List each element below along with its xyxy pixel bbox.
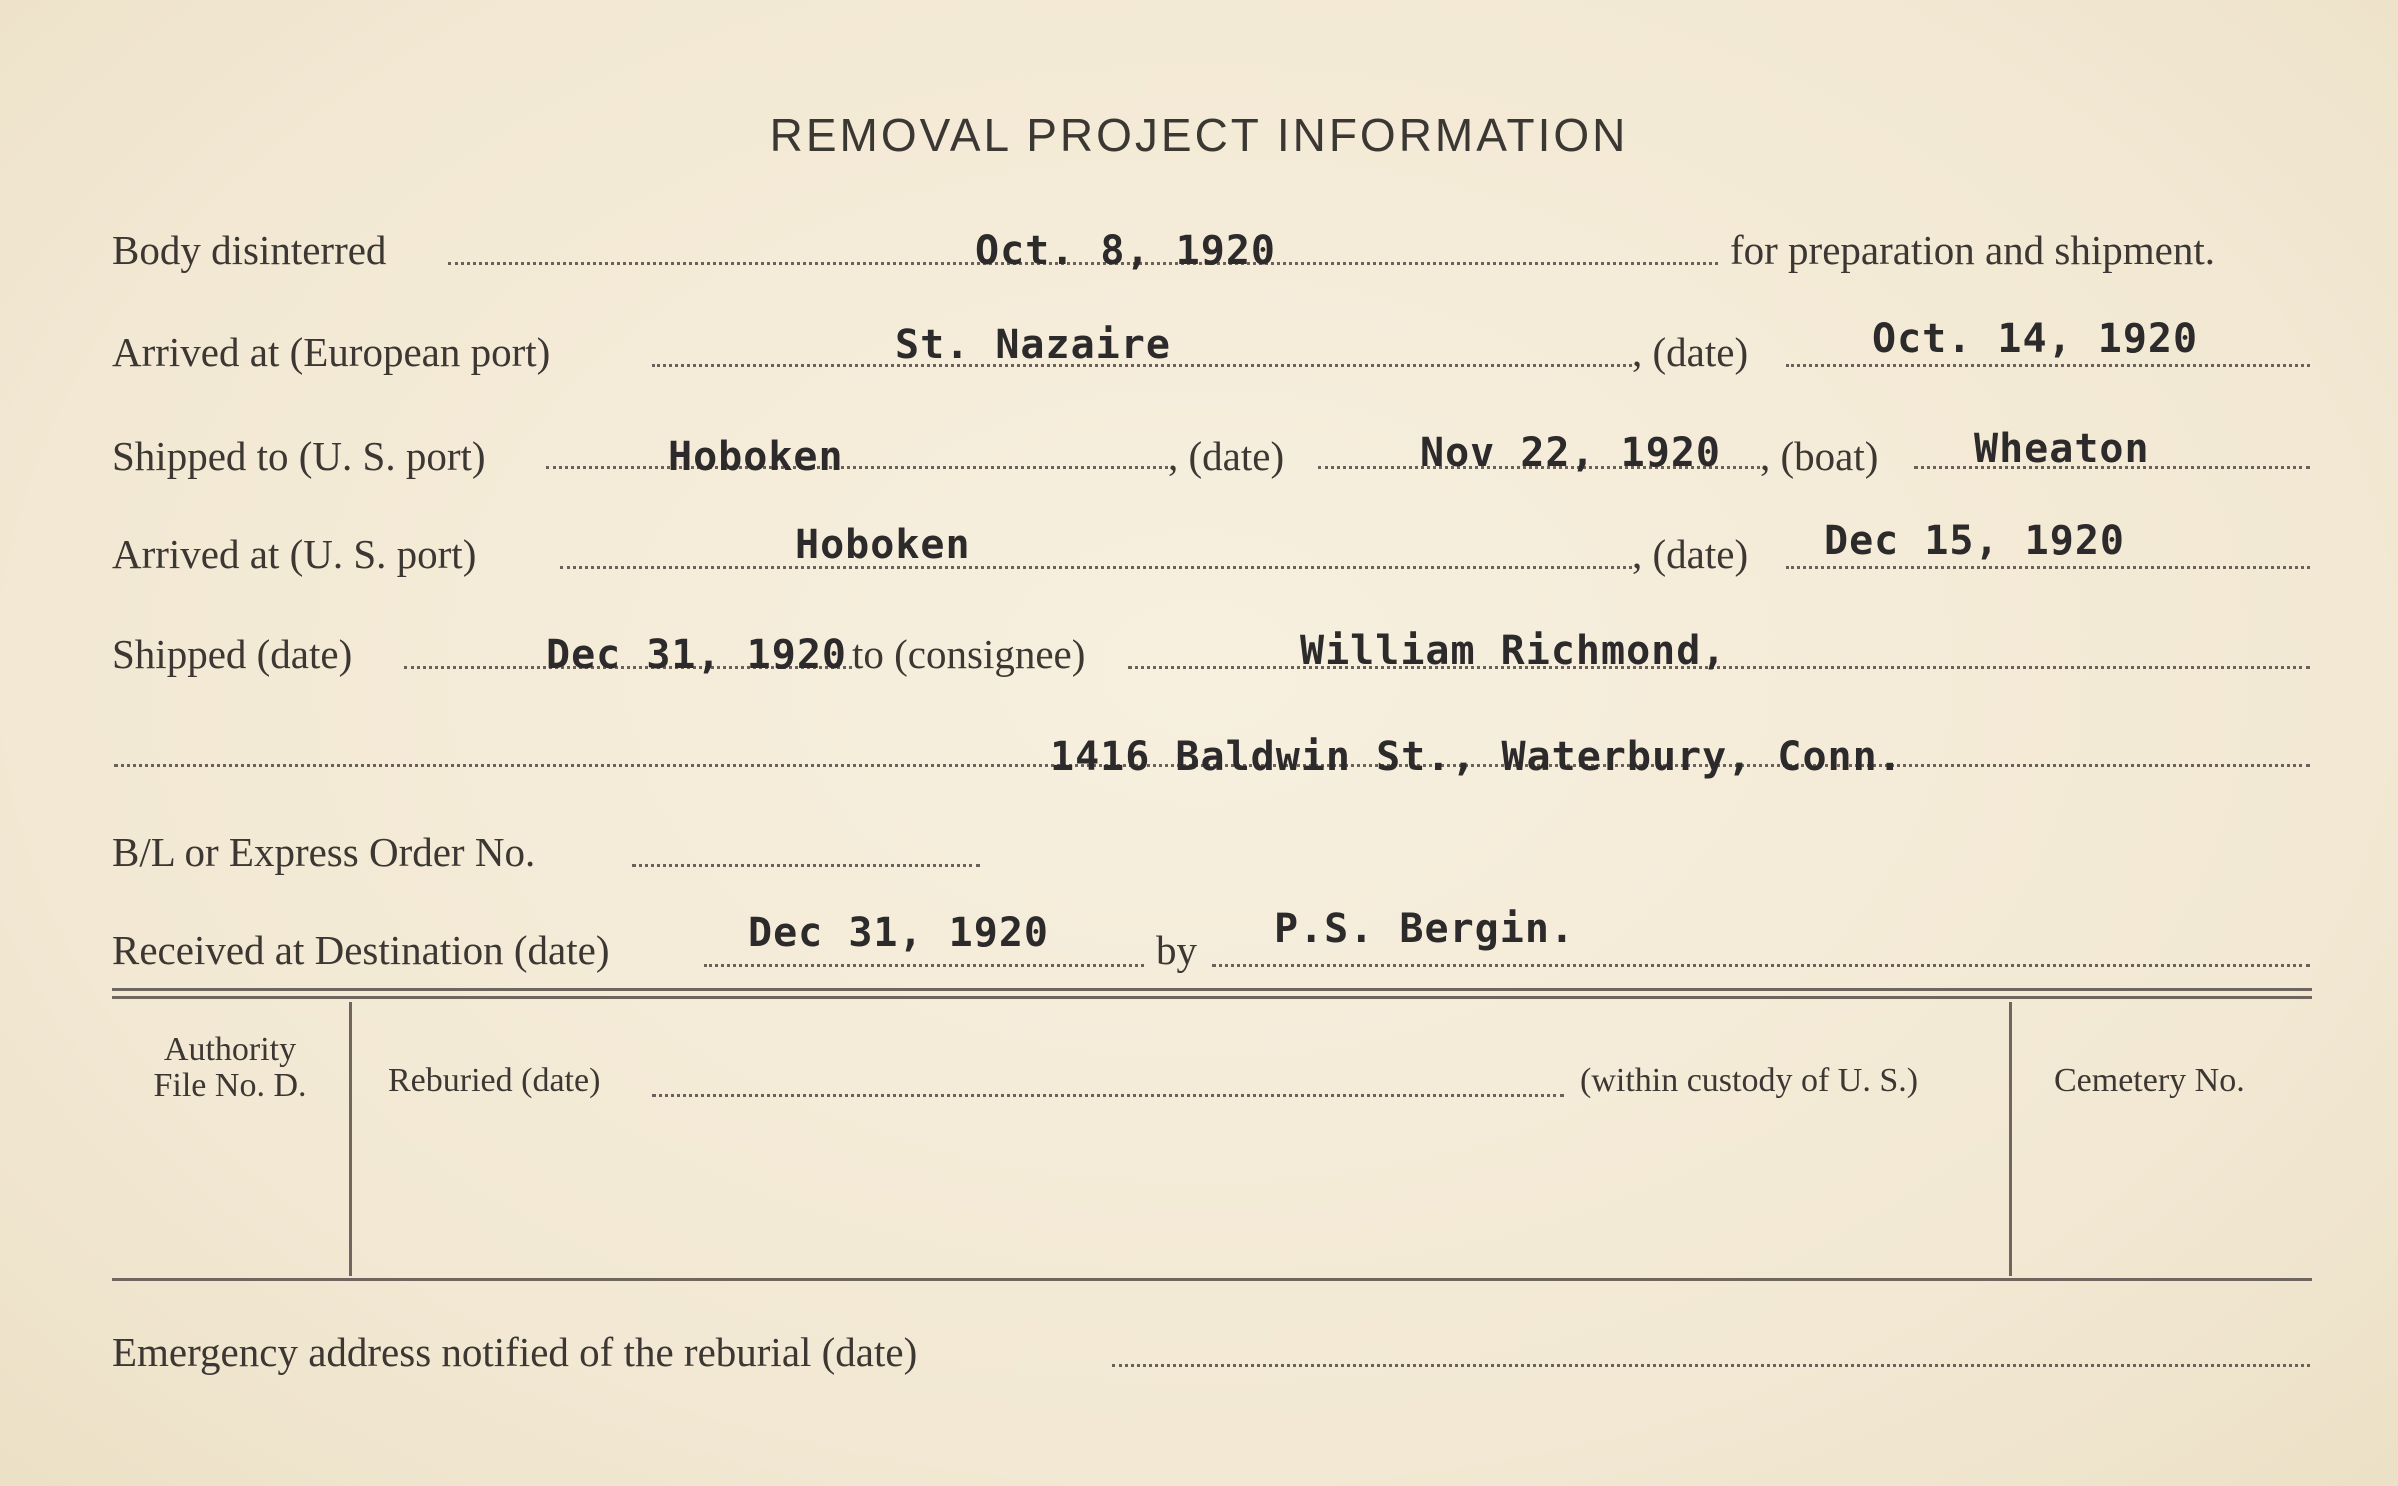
boat-value: Wheaton bbox=[1974, 426, 2150, 472]
page-title: REMOVAL PROJECT INFORMATION bbox=[769, 109, 1629, 161]
us-arrival-date-value: Dec 15, 1920 bbox=[1824, 518, 2125, 564]
authority-file-label: Authority File No. D. bbox=[153, 1031, 307, 1104]
received-by-value: P.S. Bergin. bbox=[1274, 906, 1575, 952]
cemetery-no-label: Cemetery No. bbox=[2054, 1062, 2245, 1099]
us-port-shipped-value: Hoboken bbox=[668, 434, 844, 480]
shipped-to-us-label: Shipped to (U. S. port) bbox=[112, 433, 486, 479]
to-consignee-label: to (consignee) bbox=[852, 631, 1086, 677]
us-ship-date-value: Nov 22, 1920 bbox=[1420, 430, 1721, 476]
reburied-label: Reburied (date) bbox=[388, 1062, 601, 1099]
reburied-line bbox=[652, 1094, 1564, 1097]
disinterred-date-value: Oct. 8, 1920 bbox=[975, 228, 1276, 274]
received-by-line bbox=[1212, 964, 2310, 967]
emergency-label: Emergency address notified of the reburial (date) bbox=[112, 1329, 918, 1375]
consignee-value: William Richmond, bbox=[1300, 628, 1727, 674]
received-date-value: Dec 31, 1920 bbox=[748, 910, 1049, 956]
bl-order-label: B/L or Express Order No. bbox=[112, 829, 536, 875]
arrived-us-label: Arrived at (U. S. port) bbox=[112, 531, 477, 577]
arrived-european-label: Arrived at (European port) bbox=[112, 329, 551, 375]
boat-label: , (boat) bbox=[1760, 433, 1879, 479]
shipped-date-value: Dec 31, 1920 bbox=[546, 632, 847, 678]
divider-top-1 bbox=[112, 988, 2312, 991]
divider-bottom bbox=[112, 1278, 2312, 1281]
received-destination-label: Received at Destination (date) bbox=[112, 927, 610, 973]
european-date-line bbox=[1786, 364, 2310, 367]
us-port-shipped-line bbox=[546, 466, 1168, 469]
column-divider-right bbox=[2009, 1002, 2012, 1276]
shipped-date-label: Shipped (date) bbox=[112, 631, 353, 677]
received-date-line bbox=[704, 964, 1144, 967]
divider-top-2 bbox=[112, 996, 2312, 999]
column-divider-left bbox=[349, 1002, 352, 1276]
emergency-line bbox=[1112, 1364, 2310, 1367]
us-arrival-date-label: , (date) bbox=[1632, 531, 1749, 577]
bl-order-line bbox=[632, 864, 980, 867]
body-disinterred-label: Body disinterred bbox=[112, 227, 387, 273]
us-port-arrived-line bbox=[560, 566, 1632, 569]
european-port-value: St. Nazaire bbox=[895, 322, 1171, 368]
within-custody-label: (within custody of U. S.) bbox=[1580, 1062, 1919, 1099]
us-ship-date-label: , (date) bbox=[1168, 433, 1285, 479]
for-preparation-label: for preparation and shipment. bbox=[1730, 227, 2216, 273]
european-date-label: , (date) bbox=[1632, 329, 1749, 375]
by-label: by bbox=[1156, 927, 1197, 973]
us-arrival-date-line bbox=[1786, 566, 2310, 569]
us-port-arrived-value: Hoboken bbox=[795, 522, 971, 568]
european-arrival-date-value: Oct. 14, 1920 bbox=[1872, 316, 2199, 362]
consignee-address-value: 1416 Baldwin St., Waterbury, Conn. bbox=[1050, 734, 1903, 780]
